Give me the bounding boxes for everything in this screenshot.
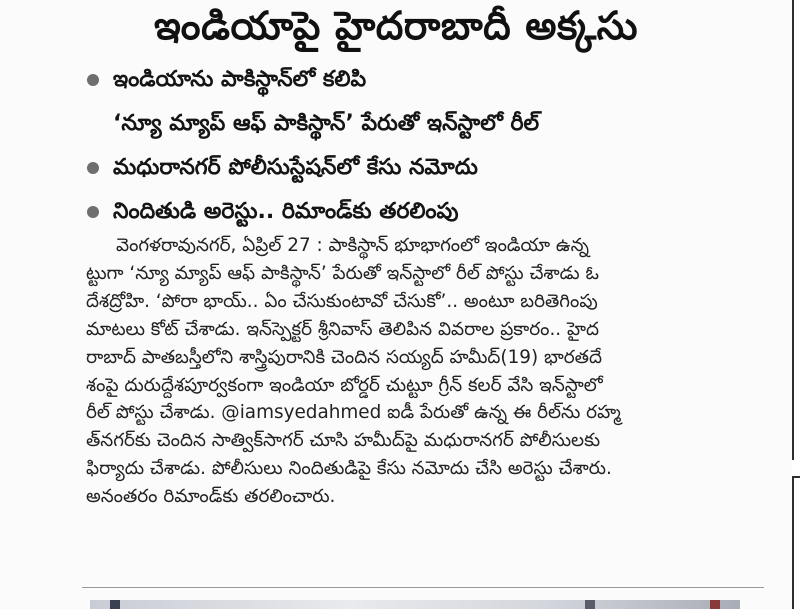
photo-fragment bbox=[110, 600, 120, 609]
article-body bbox=[86, 232, 746, 511]
bullet-text-continuation: ‘న్యూ మ్యాప్ ఆఫ్ పాకిస్థాన్’ పేరుతో ఇన్‌స్టాలో రీల్ bbox=[113, 111, 540, 136]
column-border bbox=[792, 0, 794, 460]
body-line: ట్టుగా ‘న్యూ మ్యాప్ ఆఫ్ పాకిస్థాన్’ పేరుతో ఇన్‌స్టాలో రీల్ పోస్టు చేశాడు ఓ bbox=[86, 262, 599, 284]
adjacent-column-edge bbox=[792, 0, 800, 609]
summary-bullets bbox=[85, 58, 785, 234]
body-line: ఫిర్యాదు చేశాడు. పోలీసులు నిందితుడిపై కేసు నమోదు చేసి అరెస్టు చేశారు. bbox=[86, 458, 612, 480]
column-border bbox=[792, 478, 794, 609]
bullet-text: ఇండియాను పాకిస్థాన్‌లో కలిపి bbox=[113, 67, 367, 92]
bullet-dot-icon bbox=[87, 206, 99, 218]
next-article-photo-strip bbox=[90, 600, 740, 609]
photo-fragment bbox=[710, 600, 720, 609]
bullet-item bbox=[85, 190, 785, 234]
bullet-item bbox=[85, 146, 785, 190]
body-line: రీల్ పోస్టు చేశాడు. @iamsyedahmed ఐడీ పేరుతో ఉన్న ఈ రీల్‌ను రహ్మ bbox=[86, 402, 621, 424]
bottom-rule bbox=[82, 587, 764, 588]
bullet-text: నిందితుడి అరెస్టు.. రిమాండ్‌కు తరలింపు bbox=[113, 199, 459, 224]
headline: ఇండియాపై హైదరాబాదీ అక్కసు bbox=[153, 4, 639, 49]
body-line: త్‌నగర్‌కు చెందిన సాత్విక్‌సాగర్ చూసి హమీద్‌పై మధురానగర్ పోలీసులకు bbox=[86, 430, 601, 452]
body-line: వెంగళరావునగర్, ఏప్రిల్ 27 : పాకిస్థాన్ భూభాగంలో ఇండియా ఉన్న bbox=[116, 235, 589, 256]
bullet-text: మధురానగర్ పోలీసుస్టేషన్‌లో కేసు నమోదు bbox=[113, 155, 478, 180]
photo-fragment bbox=[585, 600, 595, 609]
body-line: దేశద్రోహి. ‘పోరా భాయ్.. ఏం చేసుకుంటావో చేసుకో’.. అంటూ బరితెగింపు bbox=[86, 290, 598, 312]
bullet-item bbox=[85, 58, 785, 146]
body-line: అనంతరం రిమాండ్‌కు తరలించారు. bbox=[86, 486, 336, 508]
bullet-dot-icon bbox=[87, 162, 99, 174]
body-line: శంపై దురుద్దేశపూర్వకంగా ఇండియా బోర్డర్ చుట్టూ గ్రీన్ కలర్ వేసి ఇన్‌స్టాలో bbox=[86, 374, 603, 396]
body-line: మాటలు కోట్ చేశాడు. ఇన్‌స్పెక్టర్ శ్రీనివాస్ తెలిపిన వివరాల ప్రకారం.. హైద bbox=[86, 318, 599, 340]
bullet-dot-icon bbox=[87, 74, 99, 86]
body-line: రాబాద్ పాతబస్తీలోని శాస్త్రిపురానికి చెందిన సయ్యద్ హమీద్(19) భారతదే bbox=[86, 346, 602, 368]
